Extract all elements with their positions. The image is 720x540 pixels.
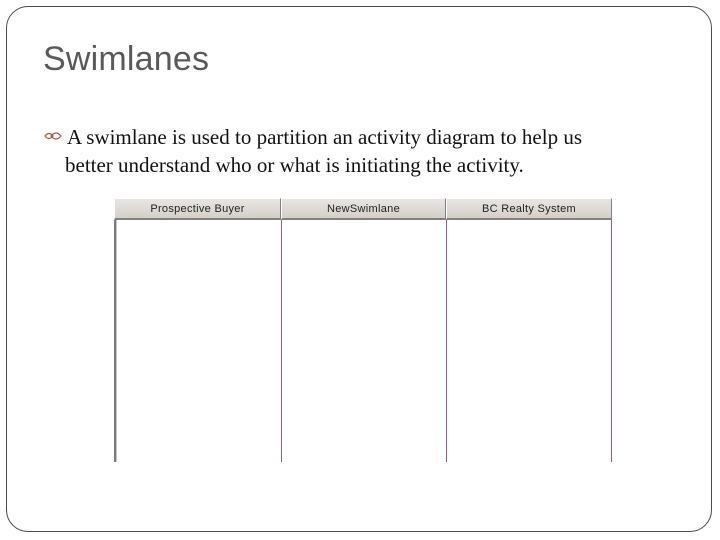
lane-header-prospective-buyer: Prospective Buyer: [114, 198, 281, 220]
lane-divider: [446, 220, 447, 462]
bullet-text: [67, 123, 687, 179]
decorative-bullet-icon: [44, 130, 62, 142]
lane-header-bc-realty-system: BC Realty System: [446, 198, 612, 220]
swimlane-diagram: [114, 198, 612, 462]
lane-left-border-highlight: [116, 220, 117, 462]
lane-divider: [281, 220, 282, 462]
slide-title: Swimlanes: [43, 40, 210, 78]
bullet-line-1: A swimlane is used to partition an activity diagram to help us: [67, 125, 582, 149]
bullet-line-2: better understand who or what is initiating the activity.: [65, 153, 524, 177]
lane-divider: [611, 220, 612, 462]
lane-header-new-swimlane: NewSwimlane: [281, 198, 446, 220]
